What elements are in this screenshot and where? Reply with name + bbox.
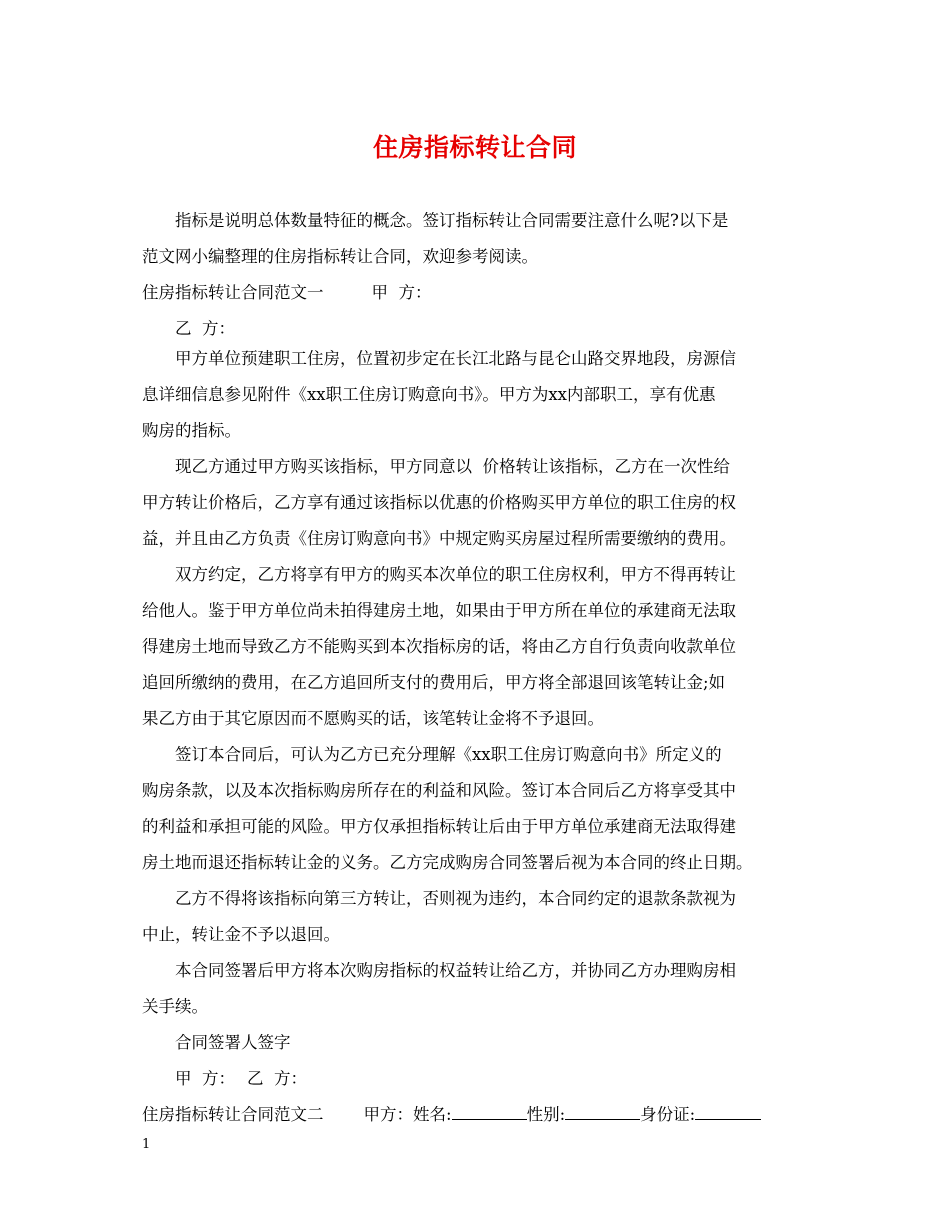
paragraph-line: 关手续。	[142, 997, 208, 1016]
intro-line: 指标是说明总体数量特征的概念。签订指标转让合同需要注意什么呢?以下是	[175, 211, 729, 230]
paragraph-line: 现乙方通过甲方购买该指标，甲方同意以 价格转让该指标，乙方在一次性给	[175, 457, 730, 476]
page-number: 1	[142, 1137, 151, 1152]
paragraph-line: 中止，转让金不予以退回。	[142, 925, 340, 944]
sample2-heading-line	[142, 1104, 761, 1126]
paragraph-line: 房土地而退还指标转让金的义务。乙方完成购房合同签署后视为本合同的终止日期。	[142, 853, 753, 872]
paragraph-line: 果乙方由于其它原因而不愿购买的话，该笔转让金将不予退回。	[142, 709, 604, 728]
signature-party-b: 乙 方：	[247, 1069, 307, 1088]
paragraph-line: 给他人。鉴于甲方单位尚未拍得建房土地，如果由于甲方所在单位的承建商无法取	[142, 601, 736, 620]
intro-line: 范文网小编整理的住房指标转让合同，欢迎参考阅读。	[142, 247, 538, 266]
signature-party-a: 甲 方：	[175, 1069, 235, 1088]
name-field-label: 甲方：姓名:	[363, 1105, 452, 1124]
id-field-label: 身份证:	[640, 1105, 696, 1124]
paragraph-line: 的利益和承担可能的风险。甲方仅承担指标转让后由于甲方单位承建商无法取得建	[142, 817, 736, 836]
paragraph-line: 签订本合同后，可认为乙方已充分理解《xx职工住房订购意向书》所定义的	[175, 745, 722, 764]
gender-blank	[565, 1104, 640, 1120]
party-a-label: 甲 方：	[371, 283, 432, 302]
paragraph-line: 益，并且由乙方负责《住房订购意向书》中规定购买房屋过程所需要缴纳的费用。	[142, 529, 736, 548]
sample2-heading: 住房指标转让合同范文二	[142, 1105, 324, 1124]
paragraph-line: 乙方不得将该指标向第三方转让，否则视为违约，本合同约定的退款条款视为	[175, 889, 736, 908]
paragraph-line: 购房的指标。	[142, 421, 241, 440]
paragraph-line: 本合同签署后甲方将本次购房指标的权益转让给乙方，并协同乙方办理购房相	[175, 961, 736, 980]
paragraph-line: 甲方单位预建职工住房，位置初步定在长江北路与昆仑山路交界地段，房源信	[175, 349, 736, 368]
signature-line	[175, 1068, 307, 1090]
paragraph-line: 息详细信息参见附件《xx职工住房订购意向书》。甲方为xx内部职工，享有优惠	[142, 385, 716, 404]
name-blank	[452, 1104, 527, 1120]
paragraph-line: 购房条款，以及本次指标购房所存在的利益和风险。签订本合同后乙方将享受其中	[142, 781, 736, 800]
sample1-heading: 住房指标转让合同范文一	[142, 283, 324, 302]
paragraph-line: 得建房土地而导致乙方不能购买到本次指标房的话，将由乙方自行负责向收款单位	[142, 637, 736, 656]
signature-heading: 合同签署人签字	[175, 1033, 291, 1052]
sample1-heading-line	[142, 282, 432, 304]
gender-field-label: 性别:	[526, 1105, 566, 1124]
paragraph-line: 双方约定，乙方将享有甲方的购买本次单位的职工住房权利，甲方不得再转让	[175, 565, 736, 584]
paragraph-line: 追回所缴纳的费用，在乙方追回所支付的费用后，甲方将全部退回该笔转让金;如	[142, 673, 726, 692]
party-b-label: 乙 方：	[175, 319, 235, 338]
id-blank	[695, 1104, 761, 1120]
document-title: 住房指标转让合同	[372, 133, 577, 162]
paragraph-line: 甲方转让价格后，乙方享有通过该指标以优惠的价格购买甲方单位的职工住房的权	[142, 493, 736, 512]
